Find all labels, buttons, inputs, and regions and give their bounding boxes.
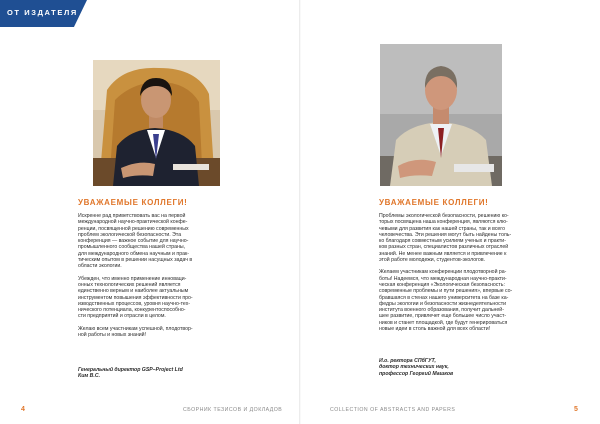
text-line: ко благодаря совместным усилиям ученых и практи- bbox=[379, 238, 506, 245]
signature-right bbox=[379, 358, 499, 377]
signature-line: доктор технических наук, bbox=[379, 364, 449, 371]
photo-ceo bbox=[93, 60, 220, 186]
text-line: тическим опытом в решении насущных задач в bbox=[78, 257, 193, 264]
heading-right: УВАЖАЕМЫЕ КОЛЛЕГИ! bbox=[379, 198, 489, 207]
paragraph bbox=[379, 213, 555, 263]
text-line: нического потенциала, конкурентоспособно- bbox=[78, 307, 186, 314]
footer-title-right: COLLECTION OF ABSTRACTS AND PAPERS bbox=[330, 407, 456, 413]
photo-rector-image bbox=[380, 44, 502, 186]
text-line: ной работы и новых знаний! bbox=[78, 332, 146, 339]
paragraph bbox=[78, 276, 221, 320]
text-line: знаний. Не менее важным является и привлечение к bbox=[379, 250, 507, 257]
text-line: для международного обмена научным и прак- bbox=[78, 250, 189, 257]
text-line: шее развитие, привлечет еще большее число участ- bbox=[379, 313, 507, 320]
heading-left: УВАЖАЕМЫЕ КОЛЛЕГИ! bbox=[78, 198, 188, 207]
text-line: боты! Надеемся, что международная научно-практи- bbox=[379, 275, 507, 282]
photo-rector bbox=[380, 44, 502, 186]
text-line: современные проблемы и пути решения», впервые со- bbox=[379, 288, 513, 295]
text-line: сти предприятий и отрасли в целом. bbox=[78, 313, 166, 320]
signature-line: И.о. ректора СПбГУТ, bbox=[379, 358, 436, 364]
text-line: федры экологии и безопасности жизнедеятельности bbox=[379, 300, 507, 307]
text-line: онных технологических решений является bbox=[78, 281, 181, 288]
paragraph bbox=[78, 213, 221, 270]
text-line: проблем экологической безопасности. Эта bbox=[78, 231, 182, 238]
text-line: конференция — важное событие для научно- bbox=[78, 238, 189, 245]
text-line: торых посвящена наша конференция, являются клю- bbox=[379, 219, 508, 226]
paragraph bbox=[379, 269, 555, 332]
text-line: ков разных стран, специалистов различных отраслей bbox=[379, 244, 509, 251]
text-line: Желаю всем участникам успешной, плодотвор- bbox=[78, 325, 193, 332]
page-fold bbox=[299, 0, 301, 424]
photo-ceo-image bbox=[93, 60, 220, 186]
signature-line: Ким В.С. bbox=[78, 373, 101, 380]
text-line: ников и станет площадкой, где будут генерироваться bbox=[379, 319, 508, 326]
body-text-right bbox=[379, 213, 555, 338]
section-banner-label: ОТ ИЗДАТЕЛЯ bbox=[7, 8, 78, 17]
text-line: ческая конференция «Экологическая безопасность: bbox=[379, 281, 505, 288]
page-number-right: 5 bbox=[574, 406, 578, 413]
text-line: области экологии. bbox=[78, 263, 122, 270]
text-line: Проблемы экологической безопасности, решению ко- bbox=[379, 213, 509, 219]
text-line: международной научно-практической конфе- bbox=[78, 219, 188, 226]
footer-title-left: СБОРНИК ТЕЗИСОВ И ДОКЛАДОВ bbox=[183, 407, 283, 413]
signature-left bbox=[78, 367, 228, 380]
text-line: бравшаяся в стенах нашего университета на базе ка- bbox=[379, 294, 509, 301]
text-line: инструментом повышения эффективности про- bbox=[78, 294, 193, 301]
body-text-left bbox=[78, 213, 221, 344]
text-line: чевыми для развития как нашей страны, так и всего bbox=[379, 225, 505, 232]
signature-line: профессор Георгий Машков bbox=[379, 370, 454, 377]
paragraph bbox=[78, 326, 221, 339]
text-line: единственно верным и наиболее актуальным bbox=[78, 288, 189, 295]
text-line: новые идеи в столь важной для всех области! bbox=[379, 326, 491, 333]
text-line: Искренне рад приветствовать вас на первой bbox=[78, 213, 186, 219]
text-line: этой работе молодежи, студентов-экологов. bbox=[379, 257, 486, 264]
text-line: института военного образования, получит дальней- bbox=[379, 307, 504, 314]
page-number-left: 4 bbox=[21, 406, 25, 413]
text-line: промышленного сообщества нашей страны, bbox=[78, 244, 186, 251]
text-line: ренции, посвященной решению современных bbox=[78, 225, 189, 232]
text-line: человечества. Эти решения могут быть найдены толь- bbox=[379, 231, 512, 238]
text-line: Убежден, что именно применение инноваци- bbox=[78, 275, 187, 282]
text-line: Желаем участникам конференции плодотворной ра- bbox=[379, 269, 507, 276]
signature-line: Генеральный директор GSP–Project Ltd bbox=[78, 367, 183, 373]
text-line: изводственных процессов, уровня научно-тех- bbox=[78, 300, 191, 307]
